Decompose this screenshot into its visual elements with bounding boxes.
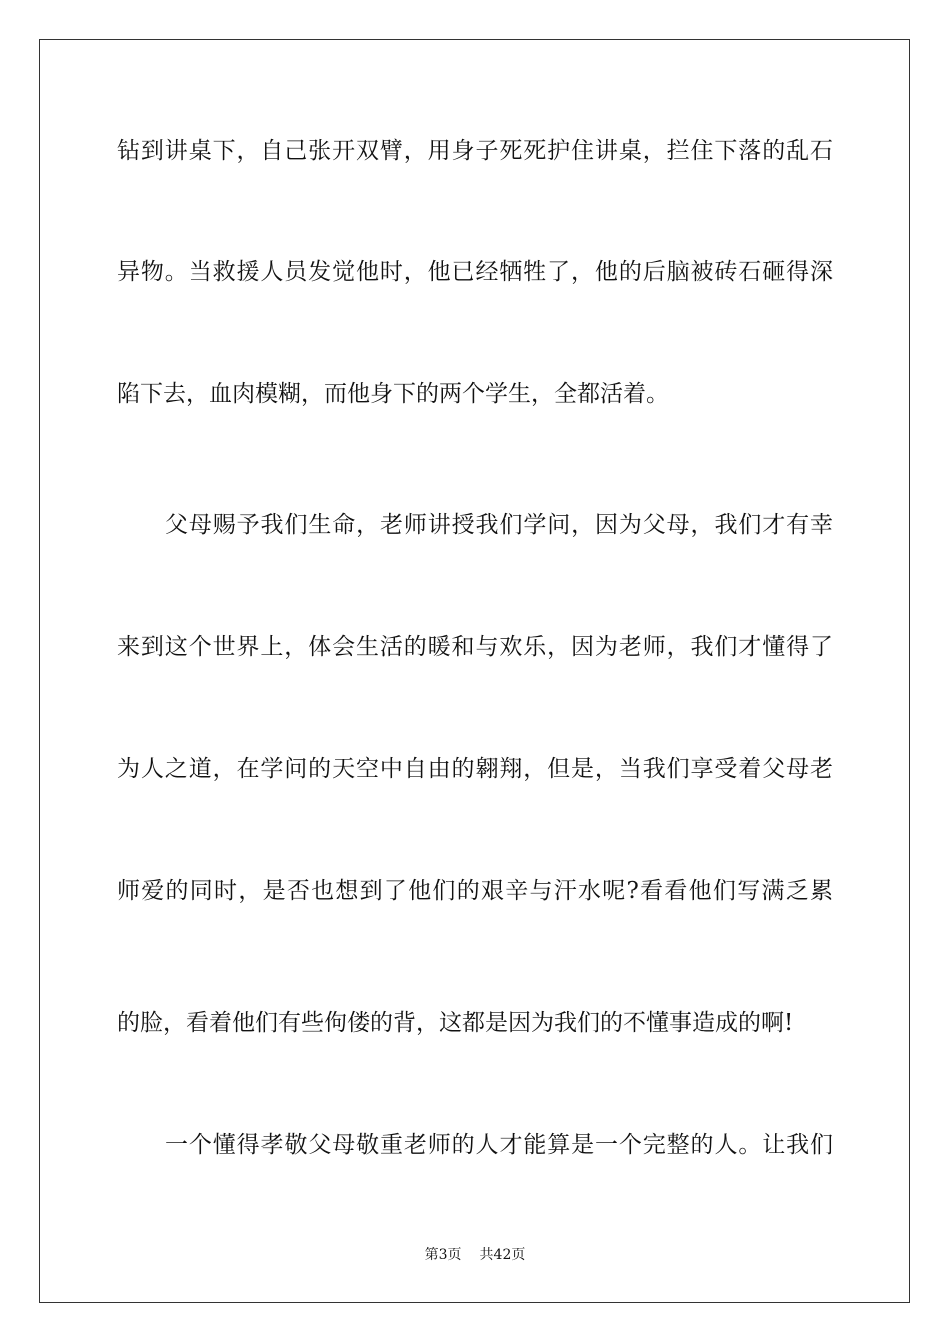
text-line-7: 师爱的同时，是否也想到了他们的艰辛与汗水呢?看看他们写满乏累: [117, 878, 833, 904]
text-line-1: 钻到讲桌下，自己张开双臂，用身子死死护住讲桌，拦住下落的乱石: [117, 138, 833, 164]
text-line-2: 异物。当救援人员发觉他时，他已经牺牲了，他的后脑被砖石砸得深: [117, 259, 833, 285]
paragraph-start-line-2: 一个懂得孝敬父母敬重老师的人才能算是一个完整的人。让我们: [165, 1132, 833, 1158]
page-footer: [0, 1246, 950, 1264]
paragraph-start-line: 父母赐予我们生命，老师讲授我们学问，因为父母，我们才有幸: [165, 512, 833, 538]
text-line-3: 陷下去，血肉模糊，而他身下的两个学生，全都活着。: [117, 381, 669, 407]
text-line-5: 来到这个世界上，体会生活的暖和与欢乐，因为老师，我们才懂得了: [117, 634, 833, 660]
text-line-6: 为人之道，在学问的天空中自由的翱翔，但是，当我们享受着父母老: [117, 756, 833, 782]
page-border: [39, 39, 910, 1303]
page-number: 第3页: [424, 1247, 462, 1263]
text-line-8: 的脸，看着他们有些佝偻的背，这都是因为我们的不懂事造成的啊!: [117, 1010, 794, 1036]
page-total: 共42页: [479, 1247, 526, 1263]
